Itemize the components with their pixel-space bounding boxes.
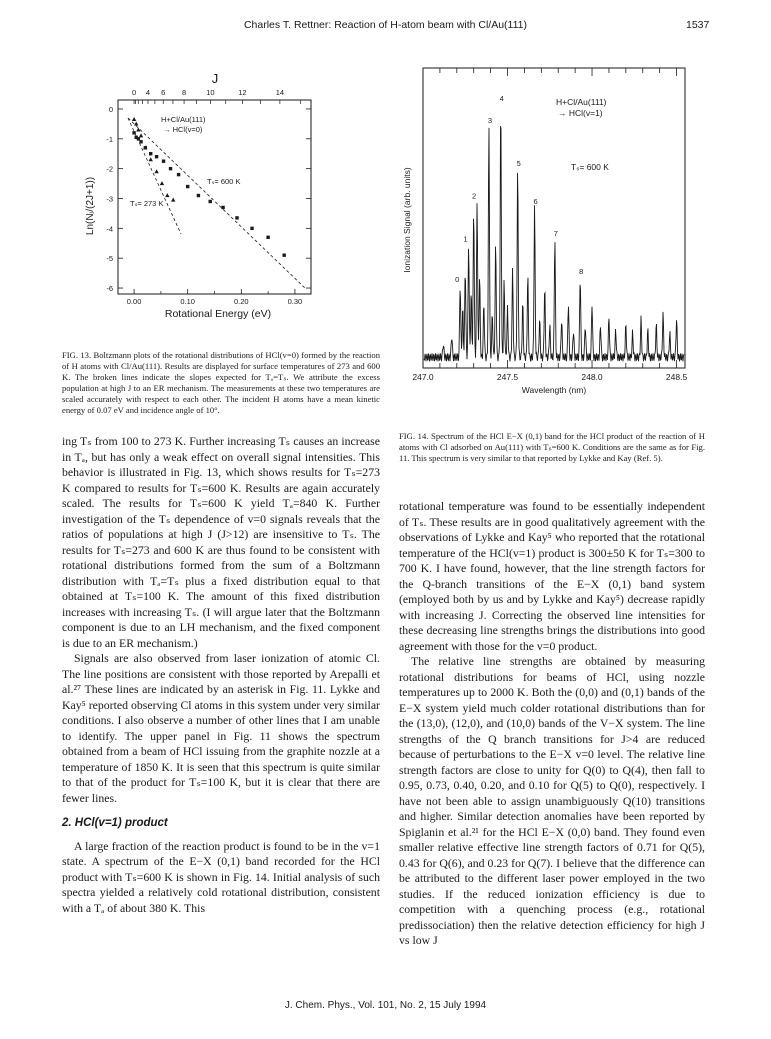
fig13-label-273: Tₛ= 273 K	[130, 199, 164, 208]
fig13-j-tick-label: 4	[145, 88, 151, 97]
fig13-j-tick-label: 10	[206, 88, 215, 97]
fig13-y-tick-label: 0	[108, 104, 113, 114]
fig14-legend-2: → HCl(v=1)	[558, 108, 603, 118]
fig13-y-tick-label: -1	[106, 134, 113, 144]
fig14-plot	[393, 60, 693, 405]
fig13-j-tick-label: 14	[275, 88, 285, 97]
page-number: 1537	[686, 19, 710, 31]
fig14-ts-label: Tₛ= 600 K	[571, 162, 609, 172]
fig14-spectrum	[424, 126, 684, 361]
fig13-y-tick-label: -3	[106, 194, 113, 204]
fig13-point-600	[186, 185, 189, 188]
fig13-point-273	[154, 169, 158, 173]
fig13-point-600	[250, 227, 253, 230]
right-column	[399, 499, 705, 949]
fig13-j-tick-label: 12	[238, 88, 247, 97]
fig13-y-label: Ln(Nⱼ/(2J+1))	[85, 176, 96, 236]
fig14-peak-label: 0	[455, 275, 460, 285]
fig13-point-273	[149, 157, 153, 161]
fig13-label-600: Tₛ= 600 K	[207, 177, 241, 186]
fig14-x-label: Wavelength (nm)	[521, 385, 587, 395]
fig14-x-tick-label: 248.0	[581, 372, 603, 382]
fig13-point-600	[282, 254, 285, 257]
fig14-peak-label: 3	[487, 115, 493, 125]
fig13-point-600	[266, 236, 269, 239]
fig13-y-tick-label: -2	[106, 164, 113, 174]
fig13-point-600	[155, 155, 158, 158]
fig14-peak-label: 5	[516, 159, 521, 168]
fig13-point-600	[221, 206, 224, 209]
fig13-slope-273	[128, 118, 181, 234]
fig14-peak-label: 1	[463, 234, 468, 244]
fig13-point-273	[171, 198, 175, 202]
fig13-x-tick-label: 0.20	[234, 297, 249, 306]
fig13-legend-2: → HCl(v=0)	[163, 125, 203, 134]
fig13-point-273	[132, 117, 136, 121]
fig13-y-tick-label: -5	[106, 254, 113, 264]
footer-citation: J. Chem. Phys., Vol. 101, No. 2, 15 July 1994	[284, 1000, 487, 1011]
fig13-point-273	[139, 133, 143, 137]
fig13-y-tick-label: -6	[106, 284, 113, 294]
fig14-peak-label: 8	[579, 267, 584, 276]
fig14-y-label: Ionization Signal (arb. units)	[402, 167, 412, 273]
fig14-peak-label: 6	[533, 196, 538, 206]
fig13-x-tick-label: 0.00	[126, 297, 142, 306]
fig13-x-tick-label: 0.10	[180, 297, 195, 306]
fig13-legend-1: H+Cl/Au(111)	[161, 115, 206, 124]
fig13-point-600	[162, 159, 165, 162]
fig13-point-600	[137, 137, 140, 140]
fig14-peak-label: 4	[499, 94, 504, 104]
fig13-point-600	[139, 140, 142, 143]
left-paragraph-3: A large fraction of the reaction product is found to be in the v=1 state. A spectrum of the E−X (0,1) band recorded for the HCl product with Tₛ=600 K is shown in Fig. 14. Initial analysis of such spectra yielded a relatively cold rotational distribution, consistent with a Tₐ of about 380 K. This	[62, 838, 380, 915]
fig13-x-label: Rotational Energy (eV)	[164, 308, 272, 320]
fig13-x-tick-label: 0.30	[287, 297, 303, 306]
right-paragraph-2: The relative line strengths are obtained by measuring rotational distributions for beams of HCl, using nozzle temperatures up to 2000 K. Both the (0,0) and (0,1) bands of the E−X system yield much colder rotational distributions than for the (13,0), (12,0), and (10,0) bands of the V−X system. The line strengths of the Q branch transitions for J>4 are reduced because of perturbations to the E−X v=0 level. The relative line strength factors are close to unity for Q(0) to Q(4), then fall to 0.95, 0.73, 0.40, 0.20, and 0.10 for Q(5) to Q(0), respectively. I have not been able to assign unambiguously Q(10) transitions and higher. Similar detection anomalies have been reported by Spiglanin et al.²¹ for the HCl E−X (0,0) band. They found even smaller relative effective line strength factors of 0.71 for Q(5), 0.43 for Q(6), and 0.23 for Q(7). I believe that the difference can be attributed to the different laser power employed in the two studies. If the reduced ionization efficiency is due to competition with a quenching process (e.g., rotational predissociation) then the relative detection efficiency for high J vs low J	[399, 654, 705, 947]
fig13-point-273	[134, 121, 138, 125]
figure-13	[70, 71, 320, 324]
fig13-j-axis	[132, 88, 301, 104]
left-column	[62, 434, 380, 916]
header-title: Charles T. Rettner: Reaction of H-atom beam with Cl/Au(111)	[243, 19, 528, 31]
fig14-x-tick-label: 247.5	[496, 372, 519, 382]
fig13-j-tick-label: 0	[131, 88, 137, 97]
fig13-j-tick-label: 6	[161, 88, 166, 97]
fig14-caption: FIG. 14. Spectrum of the HCl E−X (0,1) band for the HCl product of the reaction of H atoms with Cl adsorbed on Au(111) with Tₛ=600 K. Conditions are the same as for Fig. 11. This spectrum is very similar to that reported by Lykke and Kay (Ref. 5).	[399, 431, 705, 464]
section-heading: 2. HCl(v=1) product	[62, 817, 168, 829]
fig13-point-600	[169, 167, 172, 170]
fig13-y-tick-label: -4	[106, 224, 113, 234]
left-paragraph-2: Signals are also observed from laser ionization of atomic Cl. The line positions are consistent with those reported by Arepalli et al.²⁷ These lines are indicated by an asterisk in Fig. 11. Lykke and Kay⁵ reported observing Cl atoms in this system under very similar conditions. I also observe a number of other lines that I am unable to identify. The upper panel in Fig. 11 shows the spectrum obtained from a beam of HCl issuing from the graphite nozzle at a temperature of 1850 K. It is seen that this spectrum is quite similar to that of the product for Tₛ=100 K, but it is clear that there are fewer lines.	[62, 651, 380, 805]
fig14-x-tick-label: 247.0	[412, 372, 434, 382]
fig13-point-600	[235, 216, 238, 219]
fig14-peak-label: 2	[472, 191, 477, 201]
fig13-point-600	[177, 173, 180, 176]
fig13-x-axis	[127, 289, 302, 306]
fig13-j-label: J	[211, 71, 219, 86]
fig13-point-273	[165, 193, 169, 197]
fig14-x-tick-label: 248.5	[665, 372, 688, 382]
fig13-point-600	[144, 146, 147, 149]
fig13-point-600	[149, 152, 152, 155]
fig13-caption: FIG. 13. Boltzmann plots of the rotational distributions of HCl(v=0) formed by the reaction of H atoms with Cl/Au(111). Results are displayed for surface temperatures of 273 and 600 K. The broken lines indicate the slopes expected for Tₐ=Tₛ. We attribute the excess population at high J to an ER mechanism. The measurements at these two temperatures are scaled accurately with respect to each other. The incident H atoms have a mean kinetic energy of 0.07 eV and incidence angle of 10°.	[62, 350, 380, 416]
left-paragraph-1: ing Tₛ from 100 to 273 K. Further increasing Tₛ causes an increase in Tₐ, but has only a weak effect on overall signal intensities. This behavior is illustrated in Fig. 13, which shows results for Tₛ=273 K compared to results for Tₛ=600 K. Results are again accurately scaled. The results for Tₛ=600 K yield Tₐ=840 K. Further investigation of the Tₛ dependence of v=0 signals reveals that the ratios of populations at high J (J>12) are insensitive to Tₛ. The results for Tₛ=273 and 600 K are thus found to be consistent with rotational distributions formed from the sum of a Boltzmann distribution with Tₐ=Tₛ plus a fixed distribution equal to that obtained at Tₛ=100 K. The amount of this fixed distribution increases with increasing Tₛ. (I will argue later that the Boltzmann component is due to an LH mechanism, and the fixed component is due to an ER mechanism.)	[62, 434, 380, 650]
figure-14	[393, 60, 693, 405]
right-paragraph-1: rotational temperature was found to be essentially independent of Tₛ. These results are in good qualitatively agreement with the observations of Lykke and Kay⁵ who reported that the rotational temperature of the HCl(v=1) product is 300±50 K for Tₛ=300 to 700 K. I have found, however, that the line strength factors for the Q-branch transitions of the E−X (0,1) band system (employed both by us and by Lykke and Kay⁵) decrease rapidly with increasing J. Correcting the observed line intensities for these decreasing line strengths brings the distributions into good agreement with those for the v=0 product.	[399, 499, 705, 653]
fig13-point-600	[197, 194, 200, 197]
fig13-points	[132, 117, 286, 257]
fig13-point-273	[160, 181, 164, 185]
fig13-point-600	[132, 131, 135, 134]
fig13-point-600	[209, 200, 212, 203]
fig14-legend-1: H+Cl/Au(111)	[556, 97, 607, 107]
fig13-plot	[70, 71, 320, 324]
fig13-frame	[118, 100, 311, 294]
fig14-peak-label: 7	[553, 229, 558, 239]
fig13-j-tick-label: 8	[181, 88, 187, 97]
